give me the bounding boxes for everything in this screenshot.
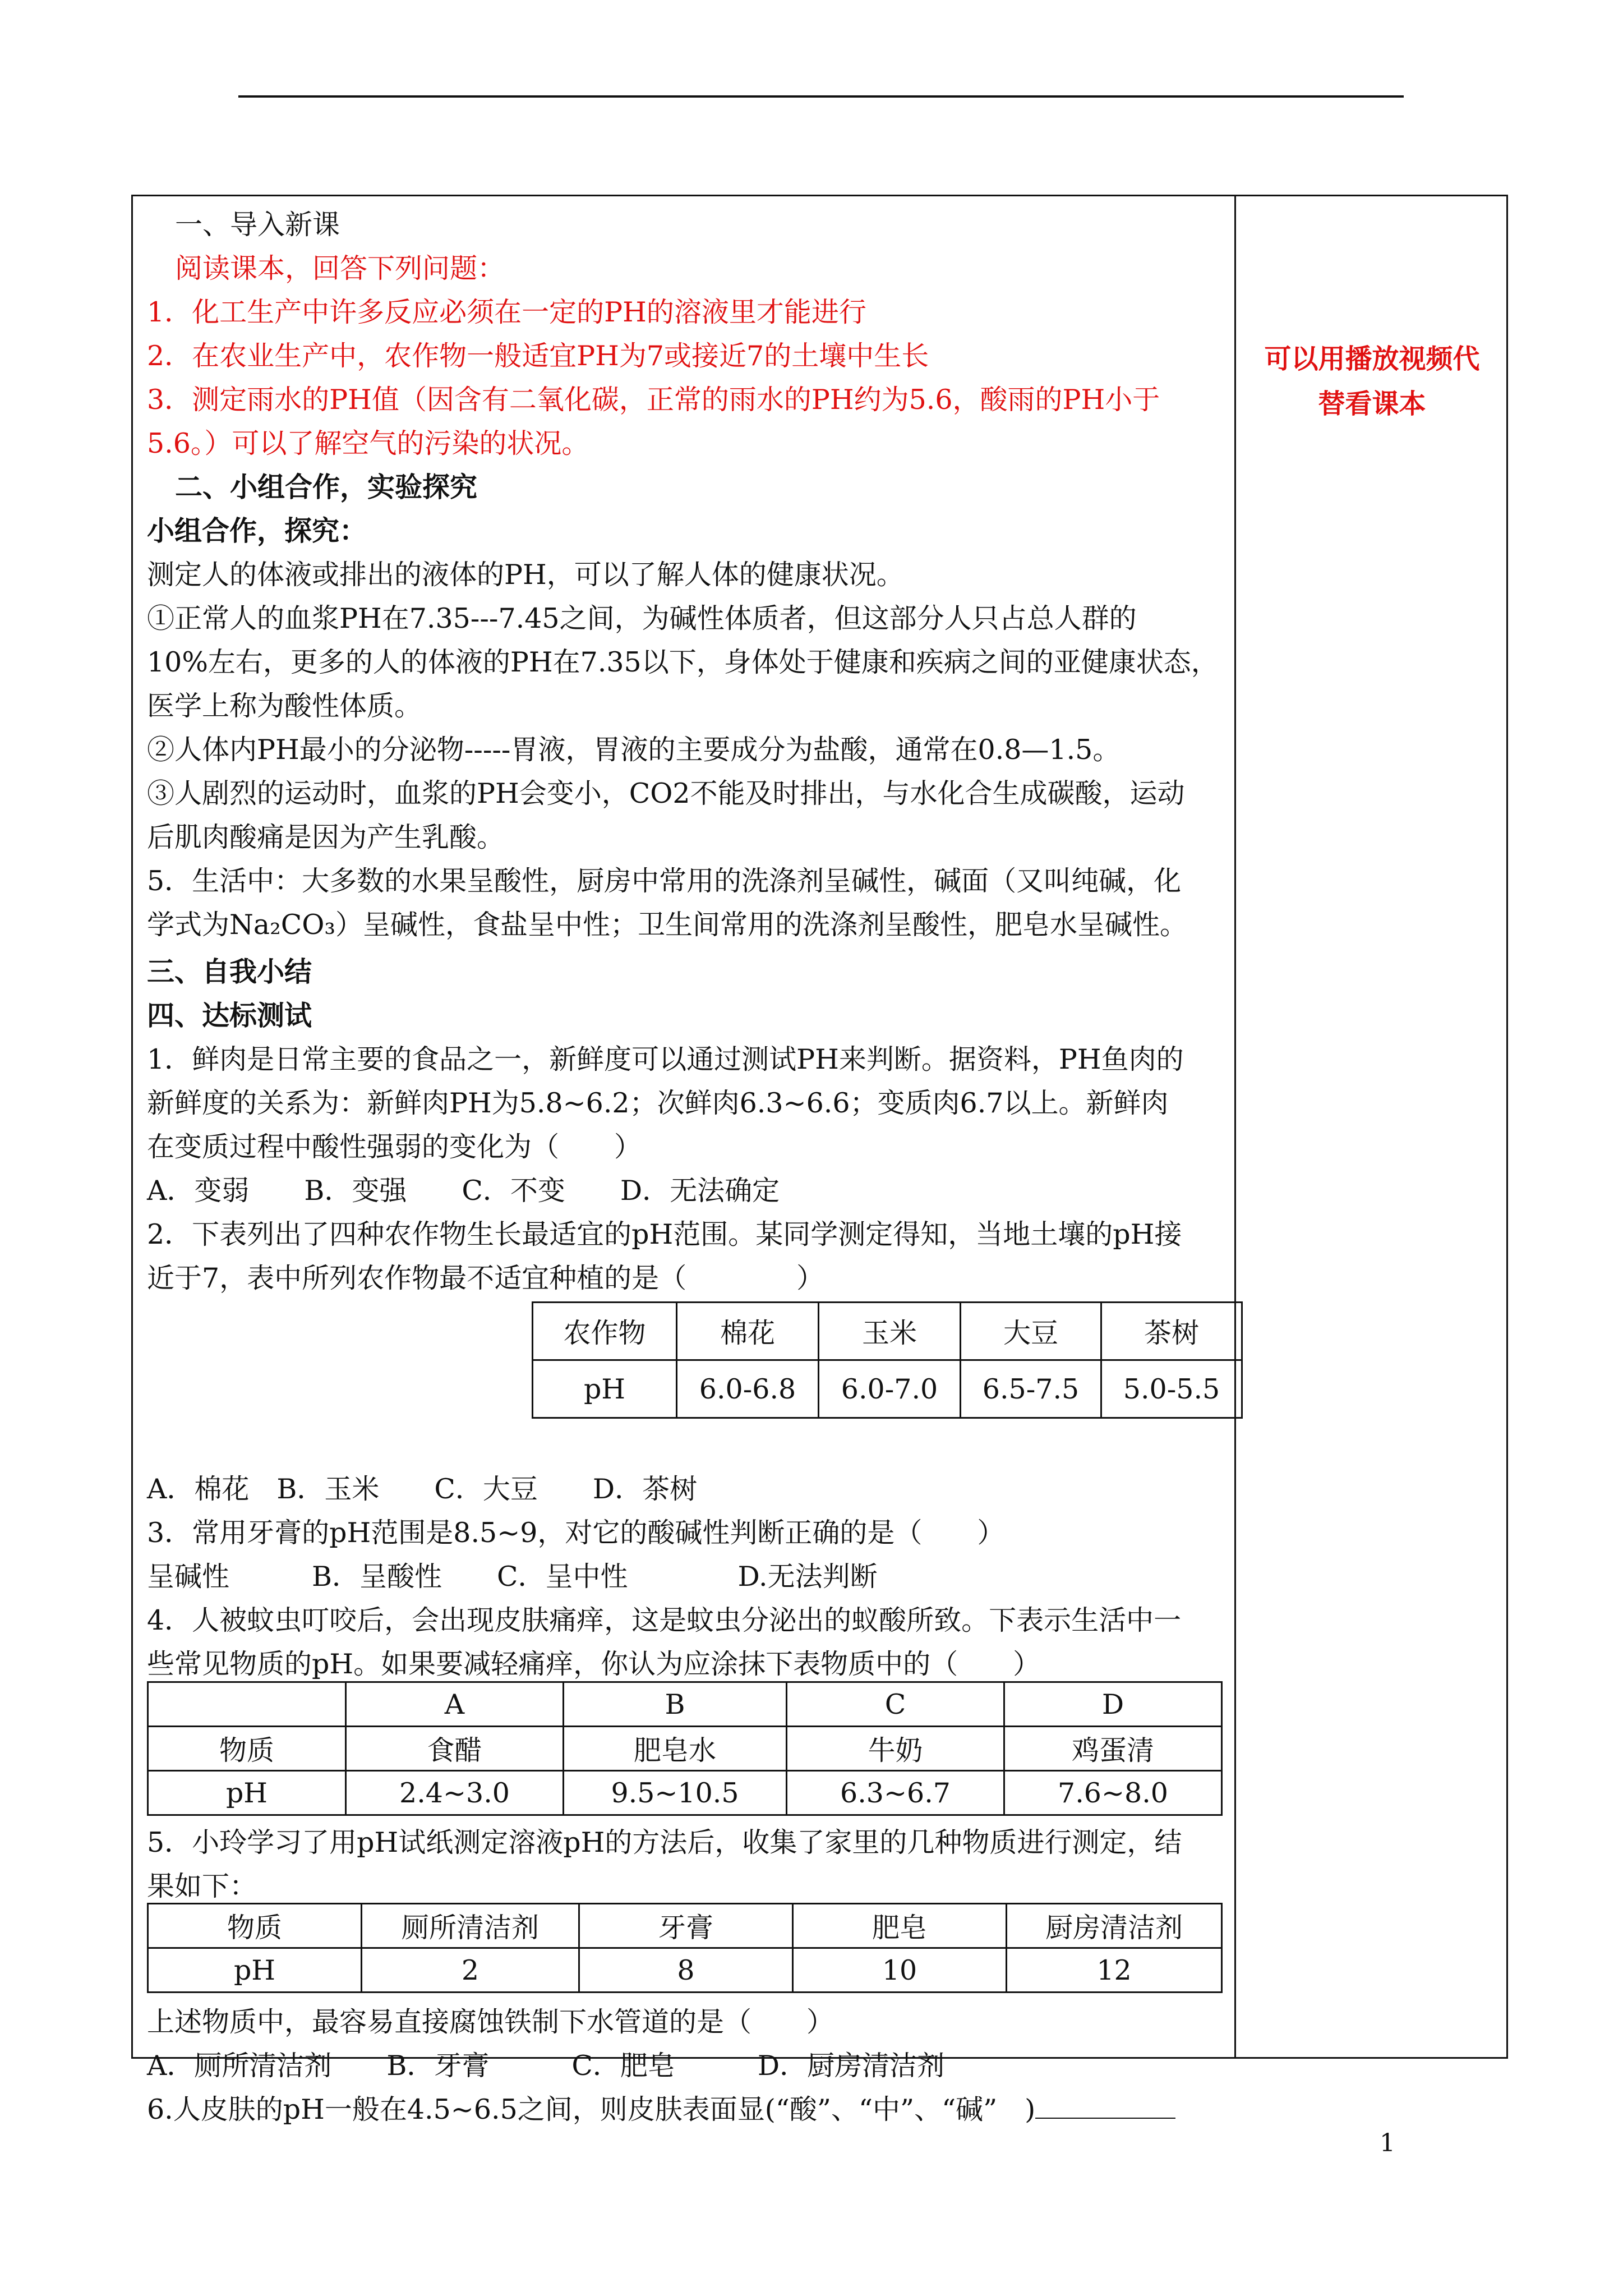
table-row	[533, 1360, 1242, 1418]
main-column	[147, 197, 1224, 2132]
q1-line1: 1．鲜肉是日常主要的食品之一，新鲜度可以通过测试PH来判断。据资料，PH鱼肉的	[147, 1043, 1184, 1075]
table-cell	[148, 1682, 346, 1727]
q6-question	[147, 2088, 1224, 2132]
section1-item1: 1．化工生产中许多反应必须在一定的PH的溶液里才能进行	[147, 296, 866, 328]
section2-p1-line3: 医学上称为酸性体质。	[147, 690, 422, 722]
q2-line2: 近于7，表中所列农作物最不适宜种植的是（ ）	[147, 1262, 824, 1294]
side-note-line1: 可以用播放视频代	[1264, 343, 1480, 375]
side-note-line2: 替看课本	[1318, 388, 1426, 420]
table-cell: A	[346, 1682, 564, 1727]
table-cell: 厨房清洁剂	[1007, 1904, 1222, 1948]
table-cell: 牛奶	[787, 1727, 1004, 1771]
section2-p1-line1: ①正常人的血浆PH在7.35---7.45之间，为碱性体质者，但这部分人只占总人群的	[147, 602, 1137, 634]
column-divider	[1234, 195, 1236, 2059]
section1-item3-line2: 5.6。）可以了解空气的污染的状况。	[147, 427, 589, 459]
substance-ph-table	[147, 1681, 1223, 1816]
section2-intro: 测定人的体液或排出的液体的PH，可以了解人体的健康状况。	[147, 559, 904, 591]
section2-p4-line1: 5．生活中：大多数的水果呈酸性，厨房中常用的洗涤剂呈碱性，碱面（又叫纯碱，化	[147, 865, 1182, 897]
table-cell: 肥皂水	[564, 1727, 787, 1771]
q5-options: A．厕所清洁剂 B．牙膏 C．肥皂 D．厨房清洁剂	[147, 2050, 945, 2082]
header-rule	[238, 95, 1404, 98]
table-cell: 2	[362, 1948, 579, 1993]
q3-question: 3．常用牙膏的pH范围是8.5~9，对它的酸碱性判断正确的是（ ）	[147, 1517, 1005, 1549]
table-cell: 物质	[148, 1727, 346, 1771]
table-cell: 鸡蛋清	[1004, 1727, 1222, 1771]
section1-item2: 2．在农业生产中，农作物一般适宜PH为7或接近7的土壤中生长	[147, 340, 929, 372]
section2-p3-line2: 后肌肉酸痛是因为产生乳酸。	[147, 821, 505, 853]
page-number: 1	[1380, 2129, 1395, 2157]
table-cell: 6.5-7.5	[961, 1360, 1101, 1418]
q1-options: A．变弱 B．变强 C．不变 D．无法确定	[147, 1175, 780, 1207]
household-ph-table	[147, 1903, 1223, 1993]
table-cell: 物质	[148, 1904, 362, 1948]
section2-p1-line2: 10%左右，更多的人的体液的PH在7.35以下，身体处于健康和疾病之间的亚健康状态，	[147, 646, 1219, 678]
table-row	[148, 1771, 1222, 1815]
q6-answer-blank	[1035, 2090, 1175, 2119]
q5-line1: 5．小玲学习了用pH试纸测定溶液pH的方法后，收集了家里的几种物质进行测定，结	[147, 1826, 1182, 1858]
section4-heading: 四、达标测试	[147, 1000, 312, 1032]
section2-p3-line1: ③人剧烈的运动时，血浆的PH会变小，CO2不能及时排出，与水化合生成碳酸，运动	[147, 777, 1185, 809]
table-row	[533, 1303, 1242, 1360]
q5-line2: 果如下：	[147, 1870, 257, 1902]
table-cell: 6.0-6.8	[677, 1360, 819, 1418]
q3-options: 呈碱性 B．呈酸性 C．呈中性 D.无法判断	[147, 1561, 878, 1593]
table-cell: 12	[1007, 1948, 1222, 1993]
table-cell: pH	[148, 1948, 362, 1993]
table-cell: 10	[793, 1948, 1007, 1993]
q4-line2: 些常见物质的pH。如果要减轻痛痒，你认为应涂抹下表物质中的（ ）	[147, 1648, 1041, 1680]
table-cell: 6.0-7.0	[819, 1360, 961, 1418]
q1-line2: 新鲜度的关系为：新鲜肉PH为5.8~6.2；次鲜肉6.3~6.6；变质肉6.7以上。新鲜肉	[147, 1087, 1169, 1119]
table-cell: 牙膏	[579, 1904, 793, 1948]
table-cell: C	[787, 1682, 1004, 1727]
table-row	[148, 1948, 1222, 1993]
section2-subheading: 小组合作，探究：	[147, 515, 367, 547]
table-row	[148, 1727, 1222, 1771]
section3-heading: 三、自我小结	[147, 956, 312, 988]
table-cell: D	[1004, 1682, 1222, 1727]
table-cell: pH	[148, 1771, 346, 1815]
table-cell: 食醋	[346, 1727, 564, 1771]
q6-text: 6.人皮肤的pH一般在4.5~6.5之间，则皮肤表面显(“酸”、“中”、“碱” )	[147, 2093, 1036, 2125]
table-cell: 2.4~3.0	[346, 1771, 564, 1815]
table-cell: 大豆	[961, 1303, 1101, 1360]
section1-heading: 一、导入新课	[175, 209, 340, 241]
table-cell: 7.6~8.0	[1004, 1771, 1222, 1815]
q2-line1: 2．下表列出了四种农作物生长最适宜的pH范围。某同学测定得知，当地土壤的pH接	[147, 1218, 1182, 1250]
table-cell: 5.0-5.5	[1101, 1360, 1242, 1418]
table-cell: pH	[533, 1360, 677, 1418]
table-cell: 玉米	[819, 1303, 961, 1360]
q4-line1: 4．人被蚊虫叮咬后，会出现皮肤痛痒，这是蚊虫分泌出的蚁酸所致。下表示生活中一	[147, 1604, 1182, 1636]
q5-line3: 上述物质中，最容易直接腐蚀铁制下水管道的是（ ）	[147, 2006, 834, 2038]
table-cell: 8	[579, 1948, 793, 1993]
crop-ph-table	[532, 1301, 1243, 1419]
table-cell: 肥皂	[793, 1904, 1007, 1948]
table-cell: 农作物	[533, 1303, 677, 1360]
table-row	[148, 1904, 1222, 1948]
side-note	[1236, 337, 1508, 426]
table-cell: 茶树	[1101, 1303, 1242, 1360]
section2-p4-line2: 学式为Na₂CO₃）呈碱性，食盐呈中性；卫生间常用的洗涤剂呈酸性，肥皂水呈碱性。	[147, 909, 1188, 941]
q1-line3: 在变质过程中酸性强弱的变化为（ ）	[147, 1131, 642, 1163]
table-row	[148, 1682, 1222, 1727]
section1-prompt: 阅读课本，回答下列问题：	[175, 252, 505, 284]
table-cell: 棉花	[677, 1303, 819, 1360]
table-cell: B	[564, 1682, 787, 1727]
section2-p2: ②人体内PH最小的分泌物-----胃液，胃液的主要成分为盐酸，通常在0.8—1.5。	[147, 734, 1121, 766]
table-cell: 厕所清洁剂	[362, 1904, 579, 1948]
section2-heading: 二、小组合作，实验探究	[175, 471, 478, 503]
table-cell: 9.5~10.5	[564, 1771, 787, 1815]
table-cell: 6.3~6.7	[787, 1771, 1004, 1815]
q2-options: A．棉花 B．玉米 C．大豆 D．茶树	[147, 1473, 698, 1505]
section1-item3-line1: 3．测定雨水的PH值（因含有二氧化碳，正常的雨水的PH约为5.6，酸雨的PH小于	[147, 384, 1160, 416]
